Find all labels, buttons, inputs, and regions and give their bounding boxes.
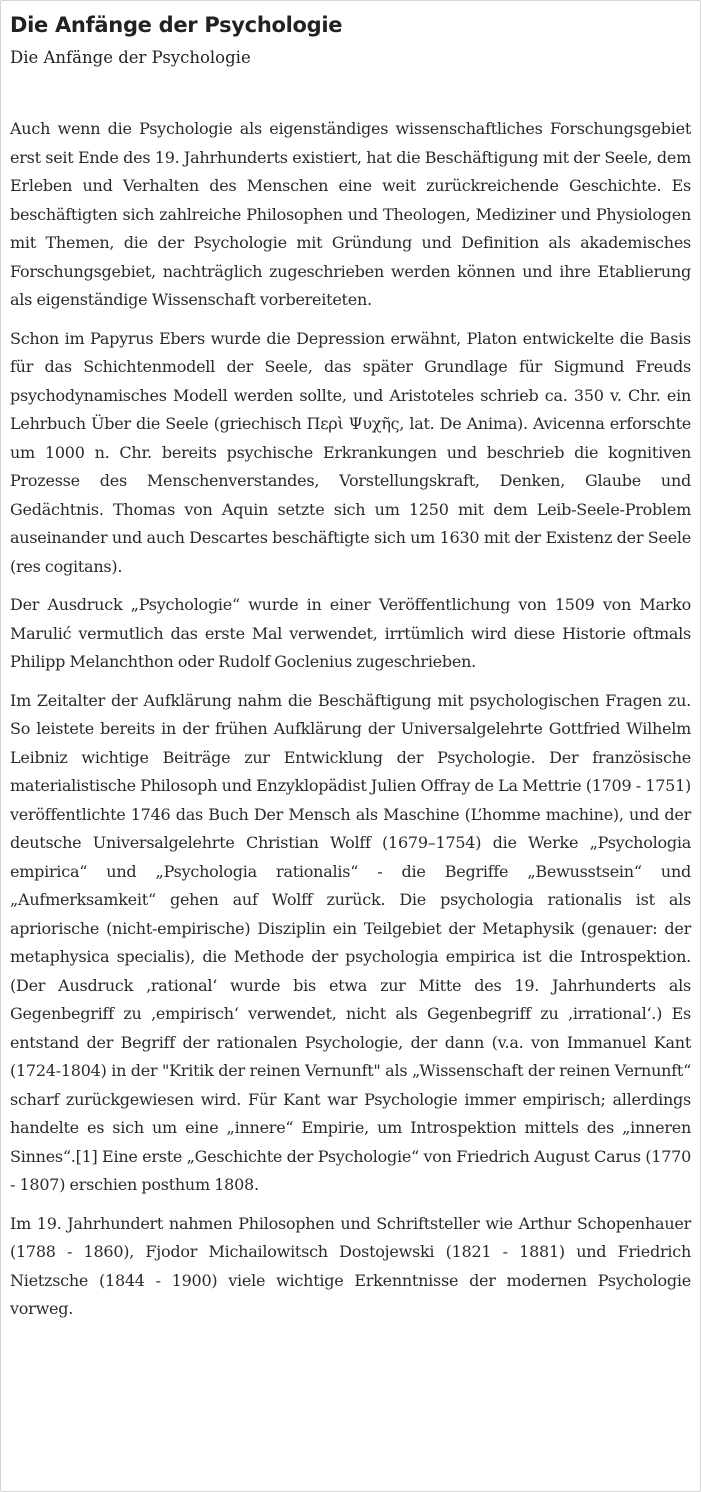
paragraph-19th-century: Im 19. Jahrhundert nahmen Philosophen und Schriftsteller wie Arthur Schopenhauer (1788 - 1860), Fjodor Michailowitsch Dostojewski (1821 - 1881) und Friedrich Nietzsche (1844 - 1900) viele wichtige Erkenntnisse der modernen Psychologie vorweg. xyxy=(10,1213,691,1318)
article-body xyxy=(10,115,691,1324)
paragraph-antiquity: Schon im Papyrus Ebers wurde die Depression erwähnt, Platon entwickelte die Basis für das Schichtenmodell der Seele, das später Grundlage für Sigmund Freuds psychodynamisches Modell werden sollte, und Aristoteles schrieb ca. 350 v. Chr. ein Lehrbuch Über die Seele (griechisch Περὶ Ψυχῆς, lat. De Anima). Avicenna erforschte um 1000 n. Chr. bereits psychische Erkrankungen und beschrieb die kognitiven Prozesse des Menschenverstandes, Vorstellungskraft, Denken, Glaube und Gedächtnis. Thomas von Aquin setzte sich um 1250 mit dem Leib-Seele-Problem auseinander und auch Descartes beschäftigte sich um 1630 mit der Existenz der Seele (res cogitans). xyxy=(10,328,691,576)
paragraph-intro: Auch wenn die Psychologie als eigenständiges wissenschaftliches Forschungsgebiet erst seit Ende des 19. Jahrhunderts existiert, hat die Beschäftigung mit der Seele, dem Erleben und Verhalten des Menschen eine weit zurückreichende Geschichte. Es beschäftigten sich zahlreiche Philosophen und Theologen, Mediziner und Physiologen mit Themen, die der Psychologie mit Gründung und Definition als akademisches Forschungsgebiet, nachträglich zugeschrieben werden können und ihre Etablierung als eigenständige Wissenschaft vorbereiteten. xyxy=(10,119,691,309)
paragraph-term-origin: Der Ausdruck „Psychologie“ wurde in einer Veröffentlichung von 1509 von Marko Marulić vermutlich das erste Mal verwendet, irrtümlich wird diese Historie oftmals Philipp Melanchthon oder Rudolf Goclenius zugeschrieben. xyxy=(10,595,691,671)
page-subtitle: Die Anfänge der Psychologie xyxy=(10,48,251,67)
page-title: Die Anfänge der Psychologie xyxy=(10,13,343,37)
paragraph-enlightenment: Im Zeitalter der Aufklärung nahm die Beschäftigung mit psychologischen Fragen zu. So leistete bereits in der frühen Aufklärung der Universalgelehrte Gottfried Wilhelm Leibniz wichtige Beiträge zur Entwicklung der Psychologie. Der französische materialistische Philosoph und Enzyklopädist Julien Offray de La Mettrie (1709 - 1751) veröffentlichte 1746 das Buch Der Mensch als Maschine (L’homme machine), und der deutsche Universalgelehrte Christian Wolff (1679–1754) die Werke „Psychologia empirica“ und „Psychologia rationalis“ - die Begriffe „Bewusstsein“ und „Aufmerksamkeit“ gehen auf Wolff zurück. Die psychologia rationalis ist als apriorische (nicht-empirische) Disziplin ein Teilgebiet der Metaphysik (genauer: der metaphysica specialis), die Methode der psychologia empirica ist die Introspektion. (Der Ausdruck ‚rational‘ wurde bis etwa zur Mitte des 19. Jahrhunderts als Gegenbegriff zu ‚empirisch‘ verwendet, nicht als Gegenbegriff zu ‚irrational‘.) Es entstand der Begriff der rationalen Psychologie, der dann (v.a. von Immanuel Kant (1724-1804) in der "Kritik der reinen Vernunft" als „Wissenschaft der reinen Vernunft“ scharf zurückgewiesen wird. Für Kant war Psychologie immer empirisch; allerdings handelte es sich um eine „innere“ Empirie, um Introspektion mittels des „inneren Sinnes“.[1] Eine erste „Geschichte der Psychologie“ von Friedrich August Carus (1770 - 1807) erschien posthum 1808. xyxy=(10,690,691,1194)
